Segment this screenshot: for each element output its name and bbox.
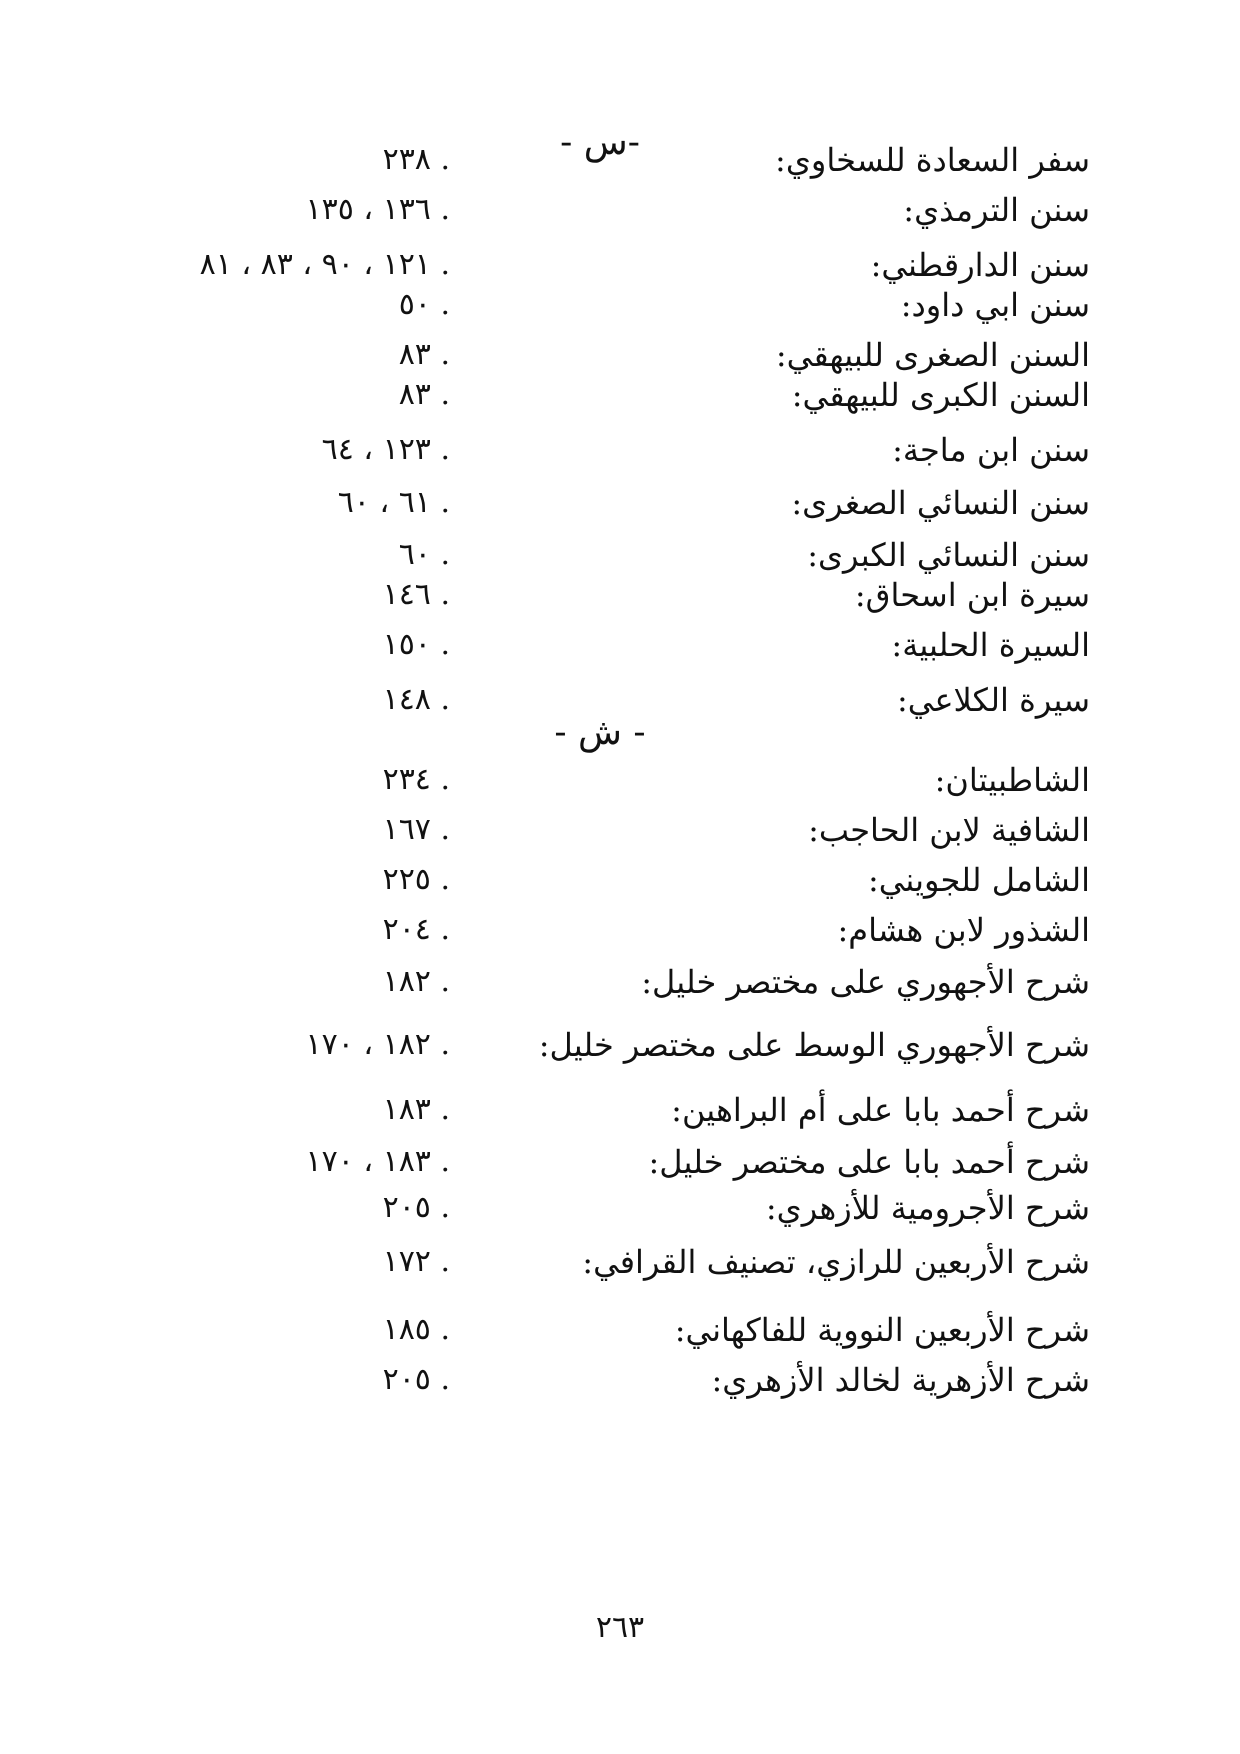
entry-pages: . ١٨٣ ، ١٧٠ — [305, 1144, 450, 1179]
entry-title: الشافية لابن الحاجب: — [808, 811, 1090, 849]
entry-pages: . ٦٠ — [398, 537, 450, 572]
index-entry — [0, 478, 1240, 528]
entry-pages: . ١٨٢ ، ١٧٠ — [305, 1027, 450, 1062]
entry-title: شرح الأربعين النووية للفاكهاني: — [674, 1311, 1090, 1349]
index-entry — [0, 370, 1240, 420]
index-entry — [0, 1355, 1240, 1405]
index-entry — [0, 905, 1240, 955]
entry-pages: . ١٨٢ — [382, 964, 450, 999]
entry-pages: . ٢٣٨ — [382, 142, 450, 177]
entry-pages: . ١٣٦ ، ١٣٥ — [305, 192, 450, 227]
index-entry — [0, 620, 1240, 670]
entry-title: شرح الأزهرية لخالد الأزهري: — [711, 1361, 1090, 1399]
index-entry — [0, 135, 1240, 185]
entry-pages: . ٨٣ — [398, 337, 450, 372]
entry-title: السنن الكبرى للبيهقي: — [791, 376, 1090, 414]
entry-title: سنن ابن ماجة: — [892, 431, 1090, 469]
entry-pages: . ١٧٢ — [382, 1244, 450, 1279]
entry-title: شرح الأجهوري الوسط على مختصر خليل: — [538, 1026, 1090, 1064]
entry-title: الشذور لابن هشام: — [837, 911, 1090, 949]
entry-title: سنن النسائي الكبرى: — [807, 536, 1090, 574]
index-entry — [0, 1020, 1240, 1070]
entry-title: سيرة الكلاعي: — [896, 681, 1090, 719]
index-entry — [0, 1085, 1240, 1135]
entry-title: شرح الأجهوري على مختصر خليل: — [641, 963, 1090, 1001]
entry-title: الشامل للجويني: — [867, 861, 1090, 899]
entry-pages: . ١٢١ ، ٩٠ ، ٨٣ ، ٨١ — [199, 247, 450, 282]
entry-title: الشاطبيتان: — [934, 761, 1090, 799]
entry-title: السنن الصغرى للبيهقي: — [775, 336, 1090, 374]
entry-pages: . ٢٣٤ — [382, 762, 450, 797]
entry-pages: . ١٤٨ — [382, 682, 450, 717]
index-entry — [0, 755, 1240, 805]
index-entry — [0, 1305, 1240, 1355]
entry-title: سنن ابي داود: — [900, 286, 1090, 324]
index-entry — [0, 570, 1240, 620]
index-entry — [0, 185, 1240, 235]
entry-title: سنن النسائي الصغرى: — [791, 484, 1090, 522]
entry-pages: . ١٨٣ — [382, 1092, 450, 1127]
entry-title: سيرة ابن اسحاق: — [854, 576, 1090, 614]
index-entry — [0, 1183, 1240, 1233]
entry-pages: . ٢٠٤ — [382, 912, 450, 947]
entry-title: شرح أحمد بابا على أم البراهين: — [671, 1091, 1090, 1129]
entry-title: سنن الدارقطني: — [870, 246, 1090, 284]
page-number: ٢٦٣ — [595, 1610, 645, 1645]
section-heading-sheen: - ش - — [554, 712, 646, 753]
entry-title: شرح أحمد بابا على مختصر خليل: — [648, 1143, 1090, 1181]
entry-pages: . ٢٠٥ — [382, 1190, 450, 1225]
entry-pages: . ٦١ ، ٦٠ — [337, 485, 450, 520]
index-entry — [0, 425, 1240, 475]
index-entry — [0, 805, 1240, 855]
entry-title: سنن الترمذي: — [903, 191, 1090, 229]
index-entry — [0, 1237, 1240, 1287]
entry-pages: . ١٥٠ — [382, 627, 450, 662]
entry-pages: . ٥٠ — [398, 287, 450, 322]
index-entry — [0, 855, 1240, 905]
entry-pages: . ٢٢٥ — [382, 862, 450, 897]
entry-pages: . ٨٣ — [398, 377, 450, 412]
entry-pages: . ٢٠٥ — [382, 1362, 450, 1397]
index-entry — [0, 280, 1240, 330]
entry-title: السيرة الحلبية: — [891, 626, 1090, 664]
entry-pages: . ١٦٧ — [382, 812, 450, 847]
entry-pages: . ١٨٥ — [382, 1312, 450, 1347]
index-entry — [0, 957, 1240, 1007]
entry-title: شرح الأربعين للرازي، تصنيف القرافي: — [582, 1243, 1090, 1281]
entry-title: سفر السعادة للسخاوي: — [775, 141, 1090, 179]
entry-pages: . ١٢٣ ، ٦٤ — [321, 432, 450, 467]
entry-title: شرح الأجرومية للأزهري: — [765, 1189, 1090, 1227]
section-heading-seen: -س - — [560, 122, 640, 163]
entry-pages: . ١٤٦ — [382, 577, 450, 612]
index-entry — [0, 1137, 1240, 1187]
